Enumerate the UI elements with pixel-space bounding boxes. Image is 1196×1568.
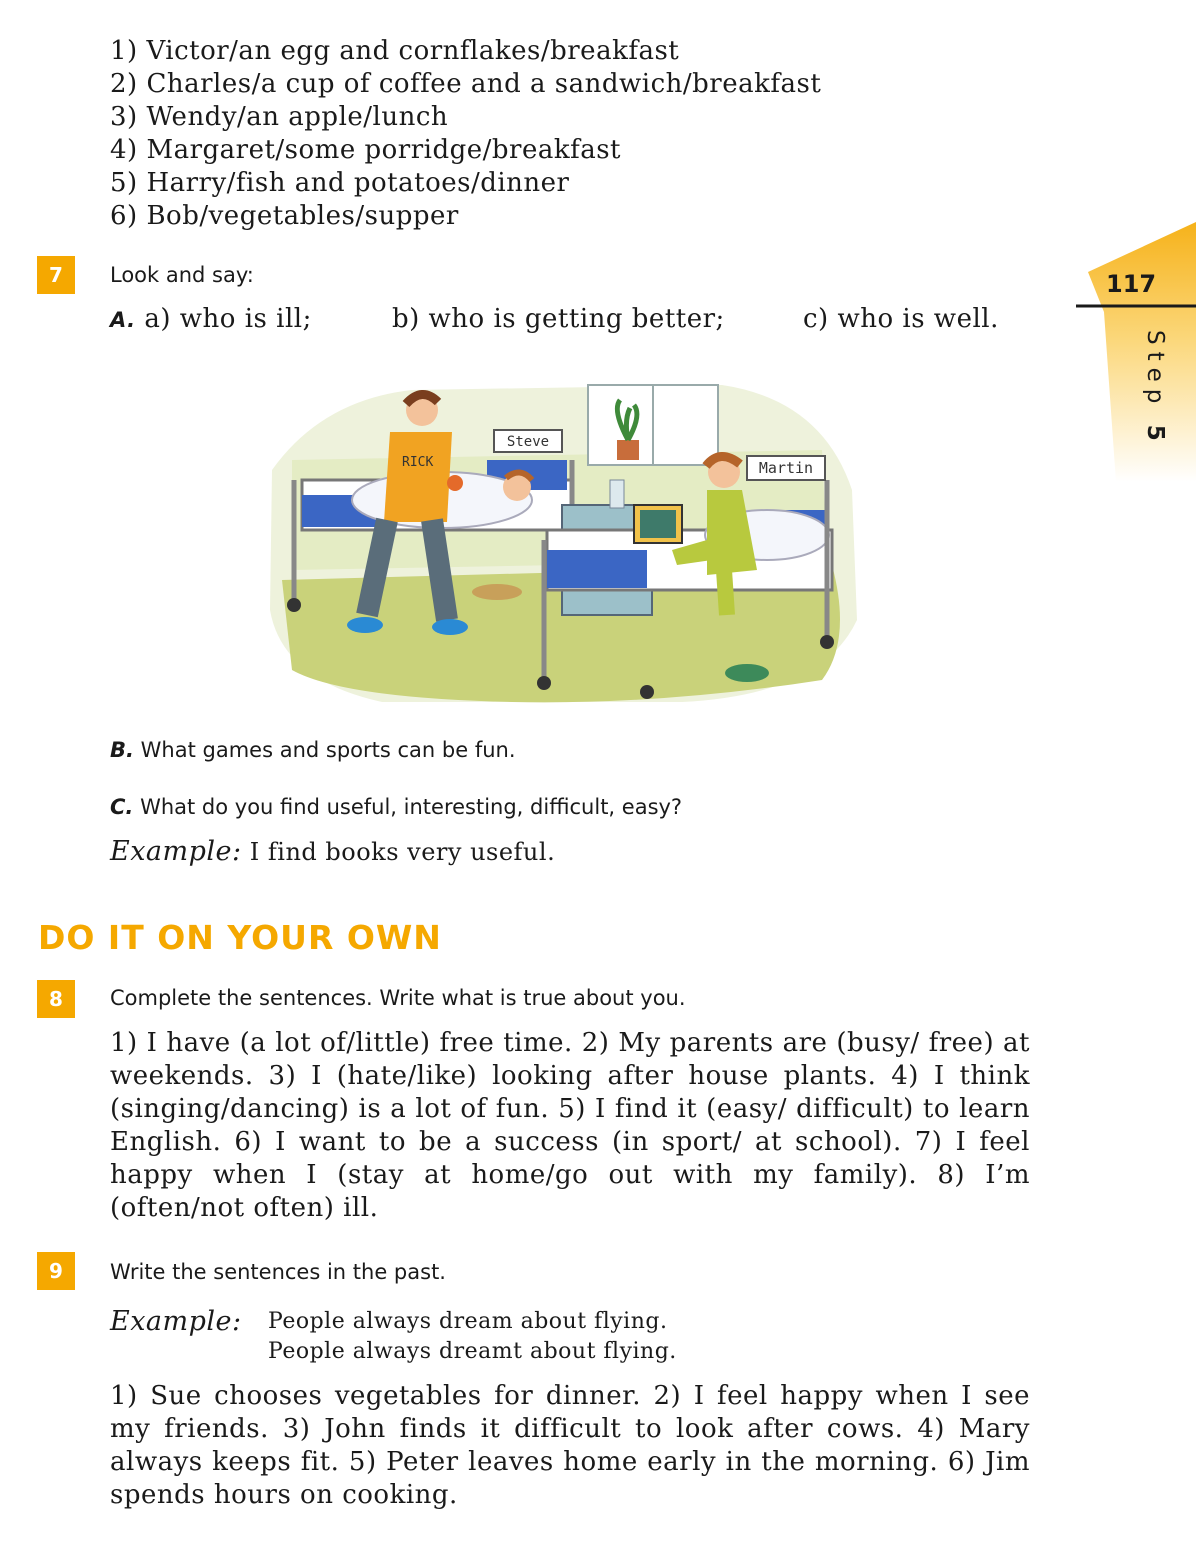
step-label bbox=[1132, 330, 1172, 450]
task6-item-2: 2) Charles/a cup of coffee and a sandwich/breakfast bbox=[110, 69, 822, 99]
label-martin: Martin bbox=[758, 459, 814, 477]
hospital-ward-illustration bbox=[262, 380, 858, 710]
task9-example-label-text: Example: bbox=[110, 1306, 242, 1337]
step-word: Step bbox=[1142, 330, 1168, 411]
task7-number: 7 bbox=[37, 256, 75, 294]
task6-item-5: 5) Harry/fish and potatoes/dinner bbox=[110, 168, 570, 198]
task7-b-label: B. bbox=[110, 738, 134, 762]
task7-c-label: C. bbox=[110, 795, 134, 819]
task6-item-6: 6) Bob/vegetables/supper bbox=[110, 201, 459, 231]
task7-b-text: What games and sports can be fun. bbox=[140, 738, 516, 762]
task8-number: 8 bbox=[37, 980, 75, 1018]
task7-a-option-3: c) who is well. bbox=[803, 304, 999, 334]
task7-c-text: What do you find useful, interesting, difficult, easy? bbox=[140, 795, 683, 819]
task9-instruction: Write the sentences in the past. bbox=[110, 1260, 446, 1284]
task7-b-row bbox=[110, 738, 516, 762]
task9-example-line1: People always dream about flying. bbox=[268, 1309, 668, 1334]
task6-item-1: 1) Victor/an egg and cornflakes/breakfast bbox=[110, 36, 680, 66]
task7-a-label: A. bbox=[110, 308, 136, 332]
task6-item-3: 3) Wendy/an apple/lunch bbox=[110, 102, 449, 132]
task9-body: 1) Sue chooses vegetables for dinner. 2) I feel happy when I see my friends. 3) John finds it difficult to look after cows. 4) Mary always keeps fit. 5) Peter leaves home early in the morning. 6) Jim spends hours on cooking. bbox=[110, 1381, 1030, 1510]
task7-a-option-2: b) who is getting better; bbox=[392, 304, 725, 334]
section-heading: DO IT ON YOUR OWN bbox=[38, 918, 442, 957]
task7-c-row bbox=[110, 795, 682, 819]
task7-a-row bbox=[110, 304, 312, 334]
task8-body: 1) I have (a lot of/little) free time. 2) My parents are (busy/ free) at weekends. 3) I (hate/like) looking after house plants. 4) I think (singing/dancing) is a lot of fun. 5) I find it (easy/ difficult) to learn English. 6) I want to be a success (in sport/ at school). 7) I feel happy when I (stay at home/go out with my family). 8) I’m (often/not often) ill. bbox=[110, 1028, 1030, 1223]
label-steve: Steve bbox=[506, 434, 550, 450]
task7-example-text: I find books very useful. bbox=[249, 838, 556, 866]
page-number: 117 bbox=[1106, 270, 1157, 298]
step-number: 5 bbox=[1142, 424, 1168, 448]
page-tab bbox=[1076, 222, 1196, 482]
task7-instruction: Look and say: bbox=[110, 263, 254, 287]
task7-example-row bbox=[110, 836, 555, 867]
task8-instruction: Complete the sentences. Write what is true about you. bbox=[110, 986, 686, 1010]
task9-example-line2: People always dreamt about flying. bbox=[268, 1339, 677, 1364]
task7-a-option-1: a) who is ill; bbox=[144, 304, 312, 334]
task6-item-4: 4) Margaret/some porridge/breakfast bbox=[110, 135, 622, 165]
task7-example-label: Example: bbox=[110, 836, 242, 867]
task9-number: 9 bbox=[37, 1252, 75, 1290]
task9-example-label bbox=[110, 1306, 242, 1337]
label-rick: RICK bbox=[402, 455, 434, 470]
